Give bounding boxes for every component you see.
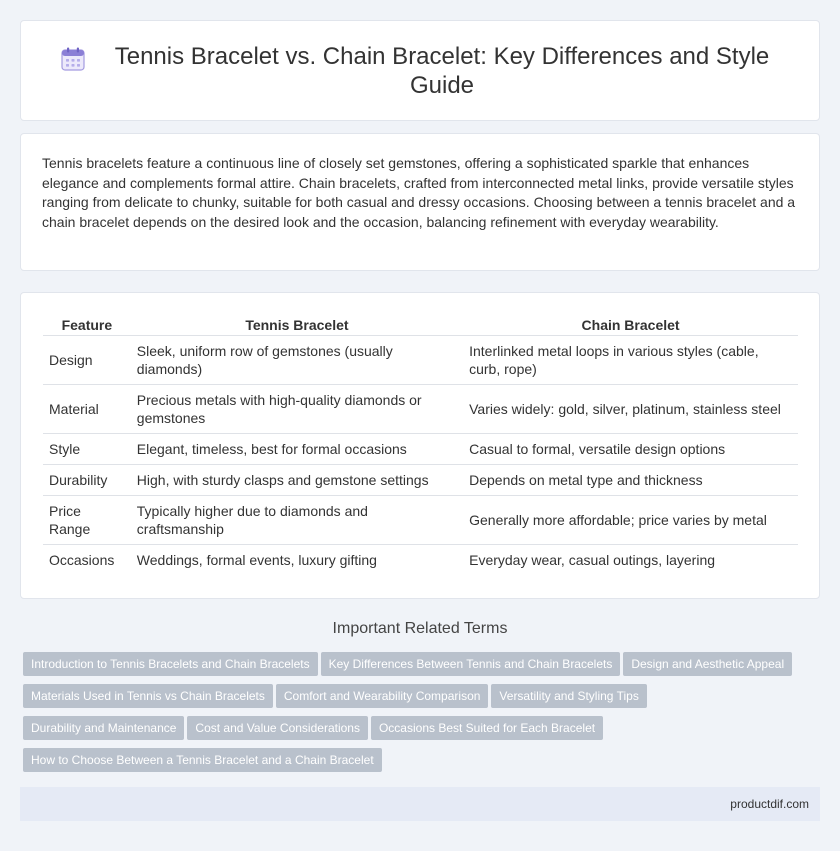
related-term-tag[interactable]: Occasions Best Suited for Each Bracelet: [371, 716, 603, 740]
related-term-tag[interactable]: How to Choose Between a Tennis Bracelet and a Chain Bracelet: [23, 748, 382, 772]
related-terms-title: Important Related Terms: [332, 620, 508, 637]
related-term-tag[interactable]: Comfort and Wearability Comparison: [276, 684, 489, 708]
table-cell-feature: Material: [43, 385, 131, 434]
table-cell-tennis: Elegant, timeless, best for formal occasions: [131, 434, 463, 465]
table-cell-feature: Occasions: [43, 545, 131, 576]
table-cell-chain: Generally more affordable; price varies by metal: [463, 496, 798, 545]
table-header-chain: Chain Bracelet: [581, 317, 680, 333]
table-cell-chain: Interlinked metal loops in various styles (cable, curb, rope): [463, 336, 798, 385]
table-header-tennis: Tennis Bracelet: [245, 317, 349, 333]
page-title: Tennis Bracelet vs. Chain Bracelet: Key Differences and Style Guide: [114, 42, 770, 99]
related-term-tag[interactable]: Key Differences Between Tennis and Chain Bracelets: [321, 652, 621, 676]
related-term-tag[interactable]: Cost and Value Considerations: [187, 716, 368, 740]
comparison-table-card: [20, 292, 820, 599]
table-row: [43, 545, 798, 576]
related-term-tag[interactable]: Versatility and Styling Tips: [491, 684, 646, 708]
table-cell-chain: Varies widely: gold, silver, platinum, stainless steel: [463, 385, 798, 434]
intro-paragraph: Tennis bracelets feature a continuous line of closely set gemstones, offering a sophisticated sparkle that enhances elegance and complements formal attire. Chain bracelets, crafted from interconnected metal links, provide versatile styles ranging from delicate to chunky, suitable for both casual and dressy occasions. Choosing between a tennis bracelet and a chain bracelet depends on the desired look and the occasion, balancing refinement with everyday wearability.: [42, 155, 796, 230]
related-term-tag[interactable]: Durability and Maintenance: [23, 716, 184, 740]
table-cell-feature: Price Range: [43, 496, 131, 545]
header-card: [20, 20, 820, 121]
related-terms-list: [23, 652, 823, 780]
table-row: [43, 496, 798, 545]
table-cell-tennis: Precious metals with high-quality diamonds or gemstones: [131, 385, 463, 434]
related-term-tag[interactable]: Design and Aesthetic Appeal: [623, 652, 792, 676]
intro-card: [20, 133, 820, 271]
table-row: [43, 465, 798, 496]
table-header-feature: Feature: [61, 317, 113, 333]
table-cell-chain: Casual to formal, versatile design options: [463, 434, 798, 465]
table-header-row: [43, 313, 798, 336]
comparison-table: [43, 313, 798, 576]
table-row: [43, 434, 798, 465]
footer: [20, 787, 820, 821]
table-cell-tennis: High, with sturdy clasps and gemstone settings: [131, 465, 463, 496]
footer-site-link[interactable]: productdif.com: [730, 797, 809, 811]
table-cell-feature: Design: [43, 336, 131, 385]
related-term-tag[interactable]: Introduction to Tennis Bracelets and Chain Bracelets: [23, 652, 318, 676]
table-cell-tennis: Sleek, uniform row of gemstones (usually diamonds): [131, 336, 463, 385]
related-term-tag[interactable]: Materials Used in Tennis vs Chain Bracelets: [23, 684, 273, 708]
header-inner: [60, 42, 780, 100]
calendar-icon: [60, 46, 86, 72]
table-cell-chain: Everyday wear, casual outings, layering: [463, 545, 798, 576]
table-row: [43, 385, 798, 434]
table-cell-tennis: Weddings, formal events, luxury gifting: [131, 545, 463, 576]
table-row: [43, 336, 798, 385]
table-cell-chain: Depends on metal type and thickness: [463, 465, 798, 496]
table-cell-feature: Style: [43, 434, 131, 465]
table-cell-feature: Durability: [43, 465, 131, 496]
table-cell-tennis: Typically higher due to diamonds and craftsmanship: [131, 496, 463, 545]
